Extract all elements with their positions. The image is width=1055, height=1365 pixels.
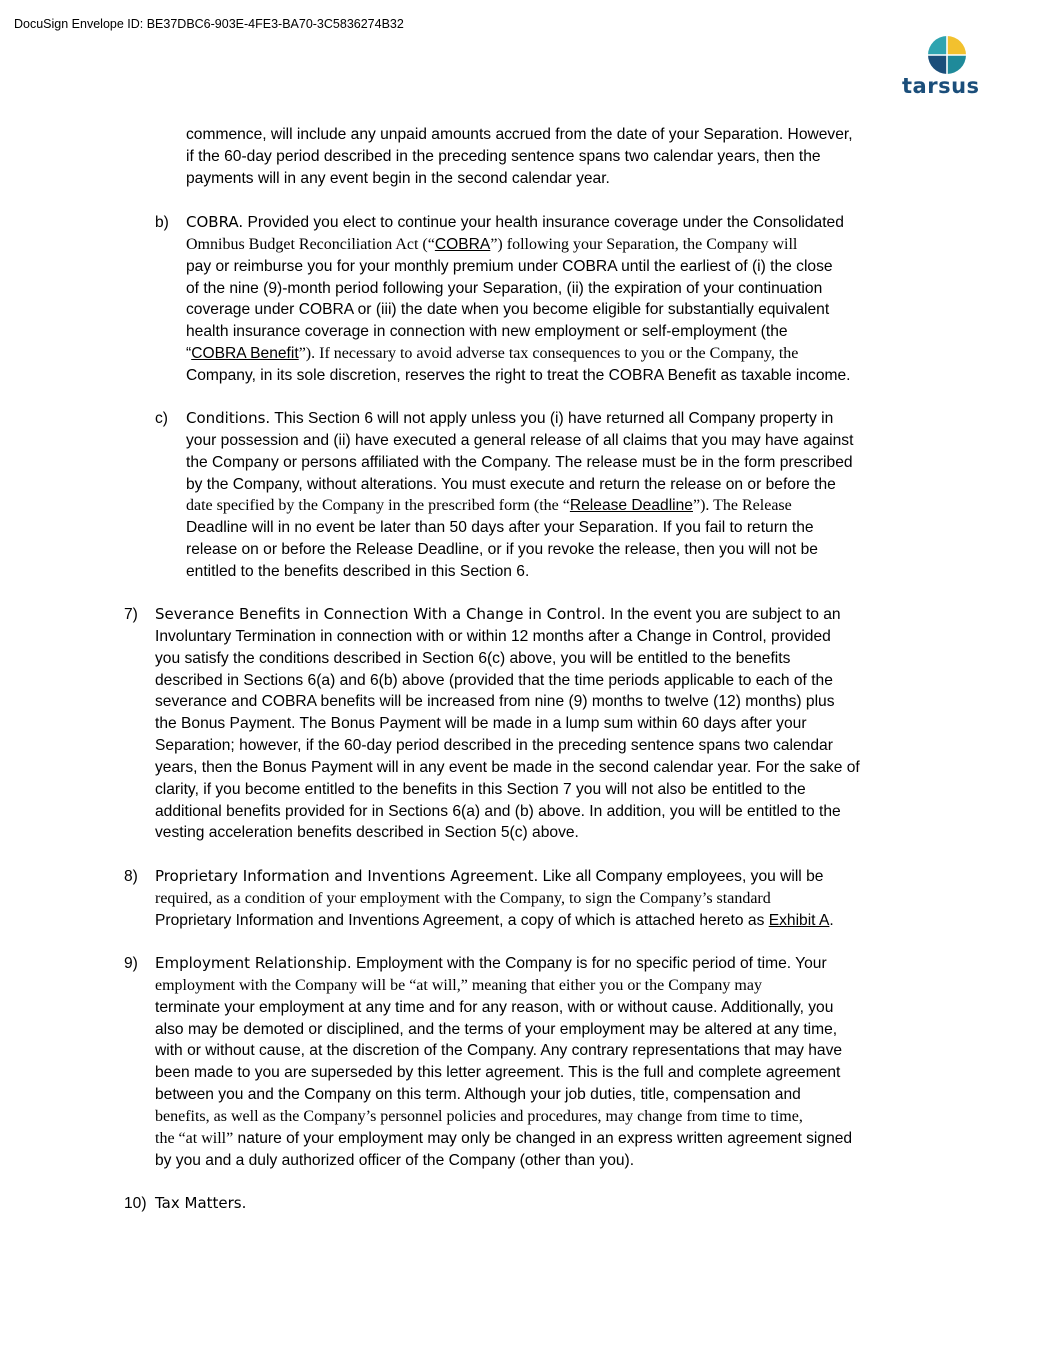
text-line: described in Sections 6(a) and 6(b) above (provided that the time periods applicable to each of the [155, 671, 833, 689]
section-10-heading: Tax Matters. [155, 1194, 247, 1212]
text-line: your possession and (ii) have executed a general release of all claims that you may have against [186, 431, 854, 449]
cobra-benefit-defined-term: COBRA Benefit [191, 345, 299, 363]
text-line: ”) following your Separation, the Company will [490, 235, 798, 253]
section-8-heading: Proprietary Information and Inventions Agreement. [155, 867, 539, 885]
text-line: Separation; however, if the 60-day period described in the preceding sentence spans two calendar [155, 737, 833, 755]
section-8-marker: 8) [124, 868, 138, 885]
text-line: terminate your employment at any time and for any reason, with or without cause. Additionally, you [155, 998, 834, 1016]
section-9-marker: 9) [124, 955, 138, 972]
text-line: Omnibus Budget Reconciliation Act (“ [186, 235, 435, 253]
docusign-envelope-id: DocuSign Envelope ID: BE37DBC6-903E-4FE3-BA70-3C5836274B32 [14, 17, 404, 31]
text-line: the “at will” [155, 1129, 234, 1147]
text-line: Provided you elect to continue your health insurance coverage under the Consolidated [243, 214, 844, 231]
text-line: been made to you are superseded by this letter agreement. This is the full and complete agreement [155, 1064, 841, 1082]
text-line: coverage under COBRA or (iii) the date when you become eligible for substantially equivalent [186, 301, 830, 319]
text-line: years, then the Bonus Payment will in any event be made in the second calendar year. For the sake of [155, 758, 860, 776]
text-line: you satisfy the conditions described in Section 6(c) above, you will be entitled to the benefits [155, 649, 791, 667]
section-9-heading: Employment Relationship. [155, 954, 352, 972]
text-line: nature of your employment may only be changed in an express written agreement signed [233, 1129, 853, 1147]
text-line: entitled to the benefits described in this Section 6. [186, 562, 530, 580]
cobra-heading: COBRA. [186, 213, 244, 231]
conditions-paragraph [186, 408, 946, 583]
text-line: Employment with the Company is for no specific period of time. Your [351, 955, 827, 972]
text-line: additional benefits provided for in Sections 6(a) and (b) above. In addition, you will be entitled to the [155, 802, 841, 820]
text-line: of the nine (9)-month period following your Separation, (ii) the expiration of your continuation [186, 279, 823, 297]
text-line: This Section 6 will not apply unless you (i) have returned all Company property in [270, 410, 834, 427]
text-line: clarity, if you become entitled to the benefits in this Section 7 you will not also be entitled to the [155, 780, 806, 798]
text-line: . [829, 911, 834, 929]
text-line: health insurance coverage in connection with new employment or self-employment (the [186, 323, 788, 341]
text-line: employment with the Company will be “at will,” meaning that either you or the Company may [155, 976, 762, 994]
text-line: severance and COBRA benefits will be increased from nine (9) months to twelve (12) months) plus [155, 693, 835, 711]
text-line: also may be demoted or disciplined, and the terms of your employment may be altered at any time, [155, 1020, 838, 1038]
item-c-marker: c) [155, 410, 168, 427]
text-line: ”). If necessary to avoid adverse tax consequences to you or the Company, the [298, 345, 799, 363]
tarsus-logo-mark [928, 36, 966, 74]
text-line: with or without cause, at the discretion of the Company. Any contrary representations that may have [155, 1042, 843, 1060]
text-line: Deadline will in no event be later than 50 days after your Separation. If you fail to return the [186, 519, 814, 537]
text-line: payments will in any event begin in the second calendar year. [186, 169, 610, 187]
continuation-paragraph [186, 124, 946, 190]
text-line: pay or reimburse you for your monthly premium under COBRA until the earliest of (i) the close [186, 257, 833, 275]
text-line: ”). The Release [692, 497, 792, 515]
section-8-paragraph [155, 866, 945, 932]
text-line: date specified by the Company in the prescribed form (the “ [186, 497, 570, 515]
text-line: release on or before the Release Deadline, or if you revoke the release, then you will not be [186, 541, 818, 559]
tarsus-logo [900, 36, 992, 98]
text-line: by the Company, without alterations. You must execute and return the release on or before the [186, 475, 836, 493]
text-line: the Bonus Payment. The Bonus Payment will be made in a lump sum within 60 days after your [155, 715, 807, 733]
text-line: by you and a duly authorized officer of the Company (other than you). [155, 1151, 635, 1169]
section-7-marker: 7) [124, 606, 138, 623]
text-line: if the 60-day period described in the preceding sentence spans two calendar years, then the [186, 147, 821, 165]
text-line: commence, will include any unpaid amounts accrued from the date of your Separation. However, [186, 126, 853, 143]
text-line: benefits, as well as the Company’s personnel policies and procedures, may change from time to time, [155, 1107, 803, 1125]
section-10-paragraph [155, 1193, 945, 1215]
text-line: Involuntary Termination in connection with or within 12 months after a Change in Control, provided [155, 627, 831, 645]
item-b-marker: b) [155, 214, 169, 231]
cobra-paragraph [186, 212, 946, 387]
exhibit-a-reference: Exhibit A [768, 911, 830, 929]
section-7-paragraph [155, 604, 945, 844]
text-line: required, as a condition of your employment with the Company, to sign the Company’s standard [155, 889, 771, 907]
text-line: Proprietary Information and Inventions Agreement, a copy of which is attached hereto as [155, 911, 769, 929]
text-line: vesting acceleration benefits described in Section 5(c) above. [155, 824, 579, 842]
tarsus-logo-wordmark: tarsus [902, 74, 980, 98]
text-line: In the event you are subject to an [605, 606, 841, 623]
text-line: Like all Company employees, you will be [538, 868, 824, 885]
section-10-marker: 10) [124, 1195, 147, 1212]
text-line: Company, in its sole discretion, reserves the right to treat the COBRA Benefit as taxable income. [186, 366, 851, 384]
section-7-heading: Severance Benefits in Connection With a Change in Control. [155, 605, 606, 623]
text-line: between you and the Company on this term. Although your job duties, title, compensation and [155, 1086, 801, 1104]
section-9-paragraph [155, 953, 945, 1171]
text-line: the Company or persons affiliated with the Company. The release must be in the form prescribed [186, 453, 853, 471]
cobra-defined-term: COBRA [434, 235, 491, 253]
conditions-heading: Conditions. [186, 409, 271, 427]
release-deadline-defined-term: Release Deadline [569, 497, 693, 515]
text-line: “ [186, 345, 192, 363]
